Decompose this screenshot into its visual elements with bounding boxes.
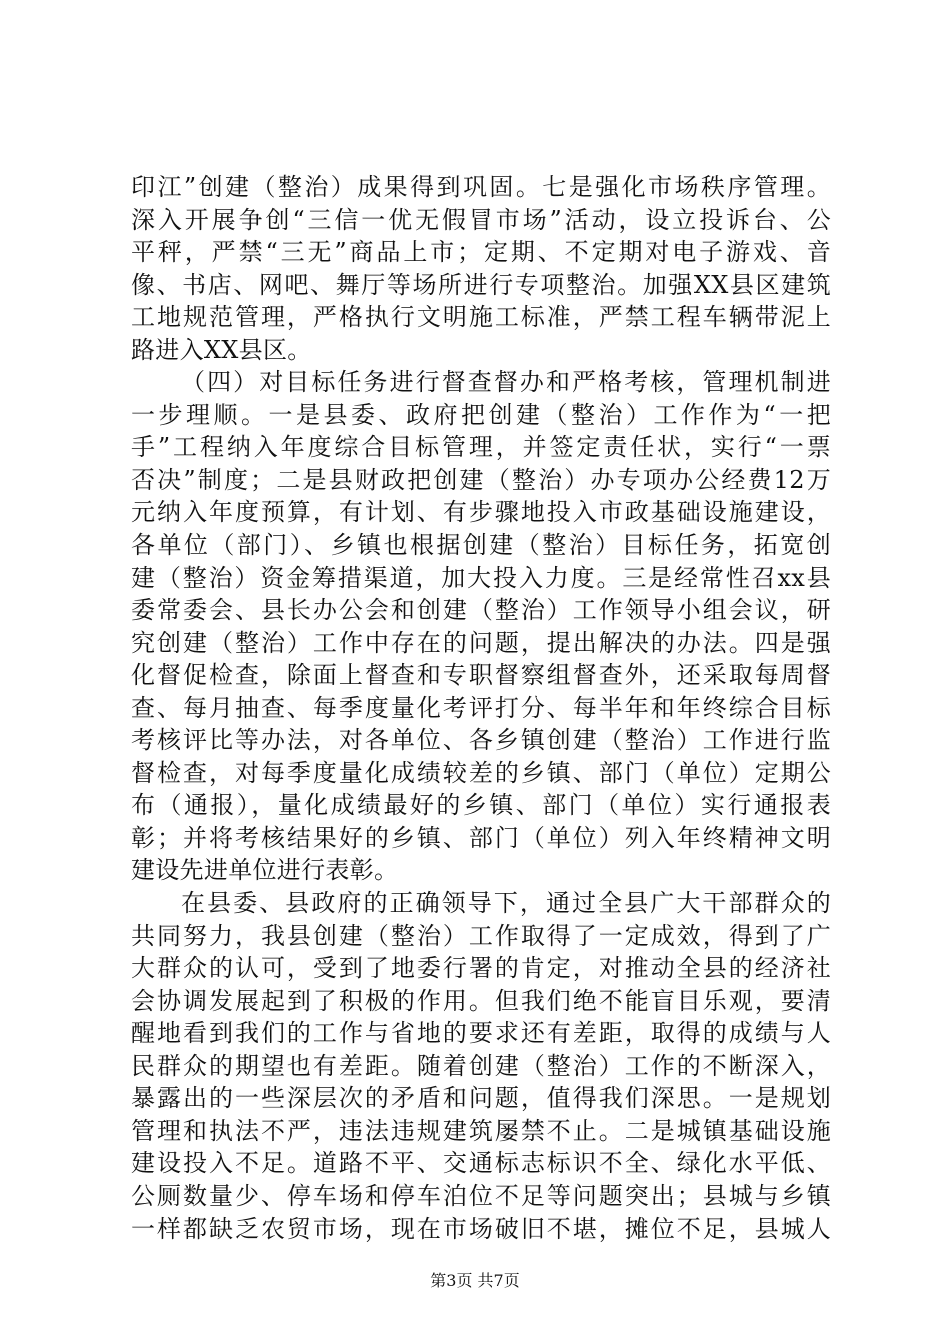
text-line: 委常委会、县长办公会和创建（整治）工作领导小组会议，研 [131,596,831,625]
text-line: 印江”创建（整治）成果得到巩固。七是强化市场秩序管理。 [131,173,831,201]
text-line: 布（通报），量化成绩最好的乡镇、部门（单位）实行通报表 [131,791,831,820]
text-line: 一步理顺。一是县委、政府把创建（整治）工作作为“一把 [131,400,831,429]
text-line: 查、每月抽查、每季度量化考评打分、每半年和年终综合目标 [131,693,831,722]
text-line: 大群众的认可，受到了地委行署的肯定，对推动全县的经济社 [131,954,831,983]
text-line: 各单位（部门）、乡镇也根据创建（整治）目标任务，拓宽创 [131,531,831,560]
text-line: （四）对目标任务进行督查督办和严格考核，管理机制进 [181,368,831,397]
text-line: 会协调发展起到了积极的作用。但我们绝不能盲目乐观，要清 [131,986,831,1015]
page-footer: 第3页 共7页 [430,1271,520,1290]
text-line: 元纳入年度预算，有计划、有步骤地投入市政基础设施建设， [131,498,831,527]
text-line: 管理和执法不严，违法违规建筑屡禁不止。二是城镇基础设施 [131,1116,831,1145]
text-line: 考核评比等办法，对各单位、各乡镇创建（整治）工作进行监 [131,726,831,755]
text-line: 像、书店、网吧、舞厅等场所进行专项整治。加强XX县区建筑 [131,270,831,299]
document-body [131,171,831,1245]
text-line: 平秤，严禁“三无”商品上市；定期、不定期对电子游戏、音 [131,238,831,267]
text-line: 建设投入不足。道路不平、交通标志标识不全、绿化水平低、 [131,1149,831,1178]
text-line: 否决”制度；二是县财政把创建（整治）办专项办公经费12万 [131,465,831,494]
text-line: 督检查，对每季度量化成绩较差的乡镇、部门（单位）定期公 [131,758,831,787]
text-line: 建（整治）资金筹措渠道，加大投入力度。三是经常性召xx县 [131,563,831,592]
text-line: 醒地看到我们的工作与省地的要求还有差距，取得的成绩与人 [131,1019,831,1048]
text-line: 彰；并将考核结果好的乡镇、部门（单位）列入年终精神文明 [131,823,831,852]
text-line: 化督促检查，除面上督查和专职督察组督查外，还采取每周督 [131,661,831,690]
text-line: 究创建（整治）工作中存在的问题，提出解决的办法。四是强 [131,628,831,657]
text-line: 公厕数量少、停车场和停车泊位不足等问题突出；县城与乡镇 [131,1181,831,1210]
text-line: 暴露出的一些深层次的矛盾和问题，值得我们深思。一是规划 [131,1084,831,1113]
text-line: 建设先进单位进行表彰。 [131,856,399,885]
text-line: 工地规范管理，严格执行文明施工标准，严禁工程车辆带泥上 [131,303,831,332]
text-line: 在县委、县政府的正确领导下，通过全县广大干部群众的 [181,889,831,918]
text-line: 手”工程纳入年度综合目标管理，并签定责任状，实行“一票 [131,433,831,462]
text-line: 共同努力，我县创建（整治）工作取得了一定成效，得到了广 [131,921,831,950]
text-line: 一样都缺乏农贸市场，现在市场破旧不堪，摊位不足，县城人 [131,1214,831,1243]
text-line: 深入开展争创“三信一优无假冒市场”活动，设立投诉台、公 [131,205,831,234]
text-line: 民群众的期望也有差距。随着创建（整治）工作的不断深入， [131,1051,831,1080]
text-line: 路进入XX县区。 [131,335,312,364]
